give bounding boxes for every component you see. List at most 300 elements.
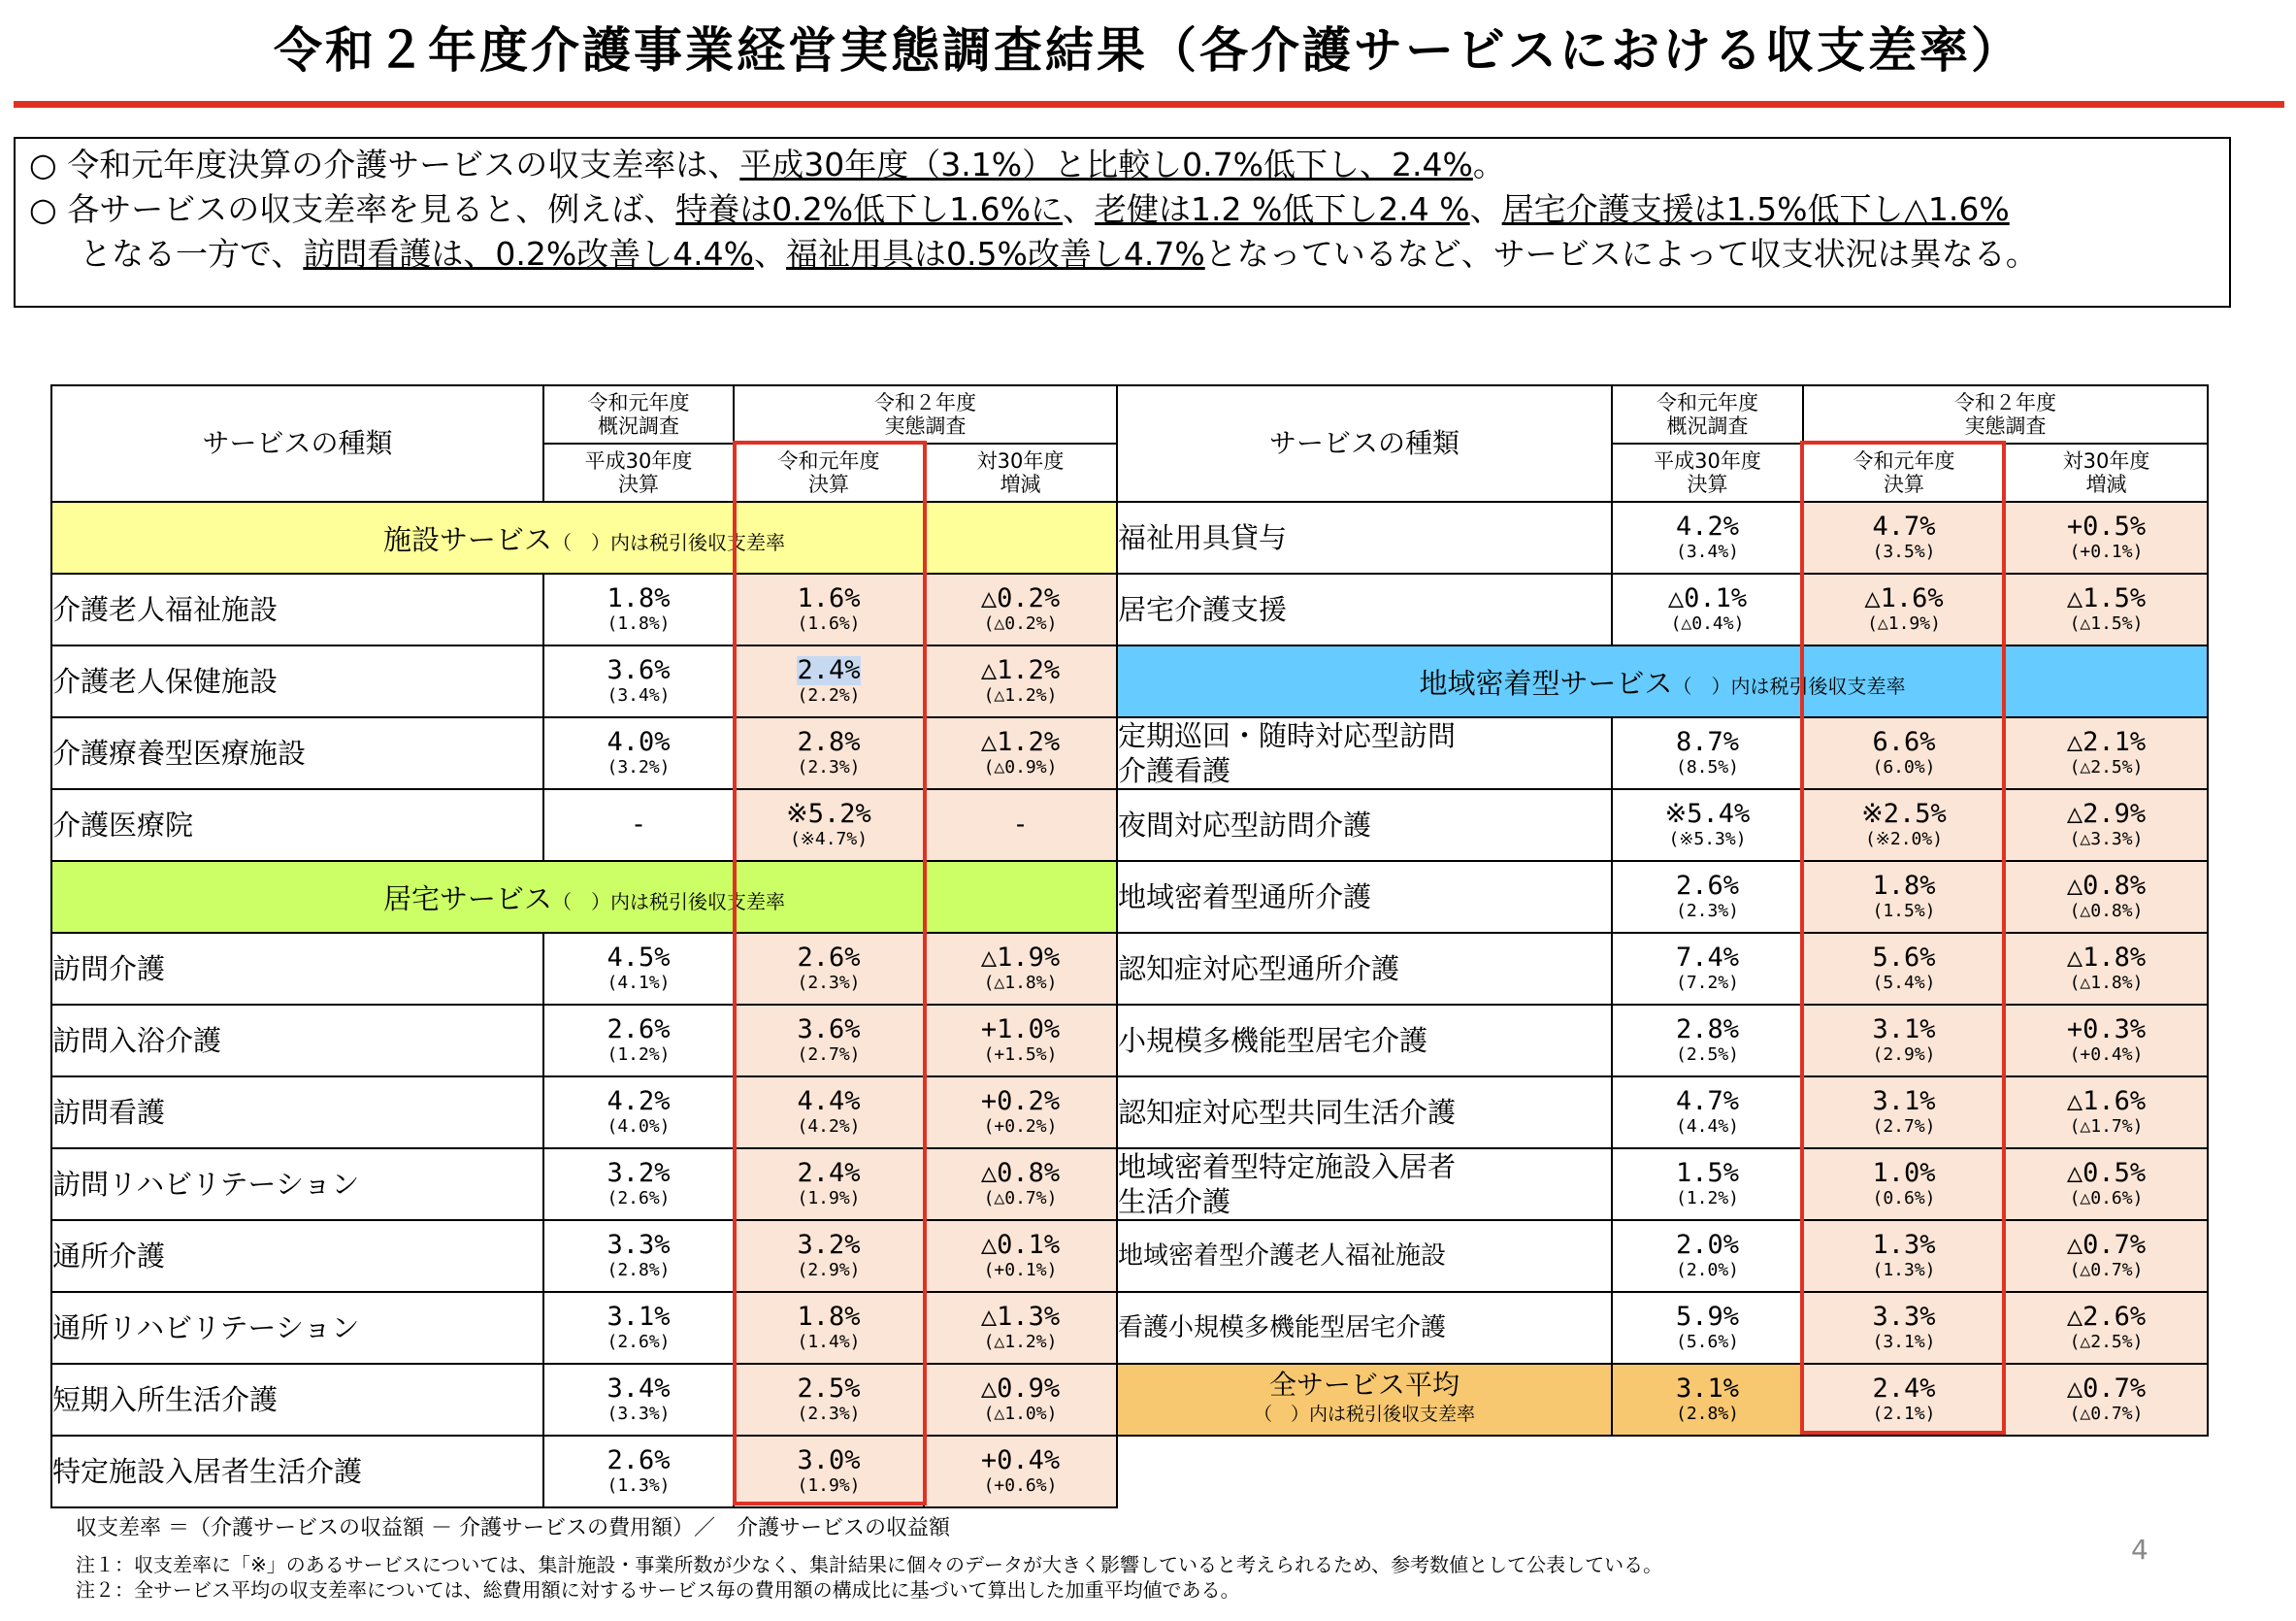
summary-text: 。 — [1472, 146, 1505, 183]
service-name: 夜間対応型訪問介護 — [1117, 789, 1612, 861]
r1-value: 1.0% — [1872, 1158, 1936, 1188]
h30-aftertax: (4.0%) — [607, 1116, 671, 1137]
r1-aftertax: (2.7%) — [797, 1044, 861, 1065]
section-note: （ ）内は税引後収支差率 — [552, 530, 785, 554]
h30-aftertax: (2.6%) — [607, 1332, 671, 1352]
h30-value: 4.2% — [607, 1086, 671, 1116]
diff-value: +0.4% — [980, 1445, 1061, 1475]
h30-cell — [1612, 717, 1803, 789]
table-row — [51, 933, 1117, 1005]
service-name: 居宅介護支援 — [1117, 574, 1612, 645]
diff-aftertax: (△3.3%) — [2069, 829, 2144, 849]
r1-aftertax: (※2.0%) — [1864, 829, 1944, 849]
h30-value: 4.0% — [607, 727, 671, 757]
footnote-2: 注２：全サービス平均の収支差率については、総費用額に対するサービス毎の費用額の構成比に基づいて算出した加重平均値である。 — [76, 1578, 1240, 1602]
summary-line-1 — [29, 143, 2229, 187]
diff-value: △0.7% — [2066, 1230, 2147, 1260]
h30-value: 5.9% — [1675, 1302, 1740, 1332]
diff-aftertax: (△1.8%) — [983, 973, 1058, 993]
summary-line-2 — [29, 187, 2229, 232]
r1-cell — [1803, 1292, 2005, 1364]
header-diff: 対30年度 増減 — [924, 444, 1117, 502]
table-row — [51, 1005, 1117, 1076]
h30-cell — [543, 645, 734, 717]
summary-text: 、 — [1469, 190, 1502, 228]
r1-cell — [1803, 1148, 2005, 1220]
footnote-1: 注１：収支差率に「※」のあるサービスについては、集計施設・事業所数が少なく、集計結果に個々のデータが大きく影響していると考えられるため、参考数値として公表している。 — [76, 1553, 1663, 1576]
r1-aftertax: (2.9%) — [797, 1260, 861, 1280]
page-title: 令和２年度介護事業経営実態調査結果（各介護サービスにおける収支差率） — [274, 22, 2022, 79]
diff-value: △1.9% — [980, 943, 1061, 973]
h30-cell — [1612, 1220, 1803, 1292]
h30-aftertax: (1.3%) — [607, 1475, 671, 1496]
h30-value: 4.7% — [1675, 1086, 1740, 1116]
diff-value: △2.6% — [2066, 1302, 2147, 1332]
h30-aftertax: (1.8%) — [607, 613, 671, 634]
diff-cell — [924, 933, 1117, 1005]
h30-value: 3.2% — [607, 1158, 671, 1188]
h30-aftertax: (7.2%) — [1675, 973, 1740, 993]
service-name: 介護医療院 — [51, 789, 543, 861]
r1-aftertax: (2.2%) — [797, 685, 861, 706]
table-row — [1117, 1005, 2208, 1076]
diff-aftertax: (+0.2%) — [983, 1116, 1058, 1137]
r1-aftertax: (3.5%) — [1872, 542, 1936, 562]
h30-cell — [543, 717, 734, 789]
diff-cell — [2005, 861, 2208, 933]
r1-value: 2.6% — [797, 943, 861, 973]
h30-value: 7.4% — [1675, 943, 1740, 973]
r1-value: 2.5% — [797, 1373, 861, 1404]
average-note: （ ）内は税引後収支差率 — [1253, 1404, 1475, 1425]
service-name: 定期巡回・随時対応型訪問 介護看護 — [1117, 717, 1612, 789]
diff-value: △1.3% — [980, 1302, 1061, 1332]
r1-value: 3.1% — [1872, 1014, 1936, 1044]
diff-value: △2.1% — [2066, 727, 2147, 757]
r1-aftertax: (1.9%) — [797, 1188, 861, 1208]
service-name: 特定施設入居者生活介護 — [51, 1436, 543, 1507]
diff-value: △0.5% — [2066, 1158, 2147, 1188]
r1-value: △1.6% — [1864, 583, 1944, 613]
r1-value: ※5.2% — [786, 799, 871, 829]
r1-cell — [734, 1436, 924, 1507]
diff-aftertax: (△1.2%) — [983, 685, 1058, 706]
table-row — [51, 1436, 1117, 1507]
service-name: 地域密着型通所介護 — [1117, 861, 1612, 933]
r1-aftertax: (0.6%) — [1872, 1188, 1936, 1208]
h30-aftertax: (4.4%) — [1675, 1116, 1740, 1137]
service-name: 地域密着型介護老人福祉施設 — [1117, 1220, 1612, 1292]
diff-aftertax: (△0.2%) — [983, 613, 1058, 634]
section-community — [1117, 645, 2208, 717]
average-name-cell — [1117, 1364, 1612, 1436]
h30-aftertax: (2.6%) — [607, 1188, 671, 1208]
h30-aftertax: (8.5%) — [1675, 757, 1740, 777]
diff-cell — [2005, 1076, 2208, 1148]
h30-value: 4.2% — [1675, 512, 1740, 542]
diff-value: +0.5% — [2066, 512, 2147, 542]
r1-aftertax: (2.3%) — [797, 757, 861, 777]
left-rate-table — [50, 384, 1118, 1508]
page-number: 4 — [2131, 1534, 2148, 1566]
h30-aftertax: (※5.3%) — [1668, 829, 1747, 849]
r1-value: 2.4% — [797, 655, 861, 685]
r1-value: 3.3% — [1872, 1302, 1936, 1332]
summary-text: となっているなど、サービスによって収支状況は異なる。 — [1204, 235, 2038, 273]
diff-aftertax: (+1.5%) — [983, 1044, 1058, 1065]
h30-value: 2.6% — [1675, 871, 1740, 901]
summary-text: 、 — [754, 235, 787, 273]
r1-value: 3.1% — [1872, 1086, 1936, 1116]
diff-value: +0.3% — [2066, 1014, 2147, 1044]
h30-aftertax: (3.3%) — [607, 1404, 671, 1424]
h30-value: 2.6% — [607, 1445, 671, 1475]
diff-cell — [2005, 1005, 2208, 1076]
diff-aftertax: (△1.8%) — [2069, 973, 2144, 993]
section-label: 居宅サービス — [382, 881, 552, 915]
h30-cell — [1612, 1148, 1803, 1220]
service-name: 訪問リハビリテーション — [51, 1148, 543, 1220]
r1-value: 6.6% — [1872, 727, 1936, 757]
r1-value: 5.6% — [1872, 943, 1936, 973]
diff-cell — [924, 1076, 1117, 1148]
h30-value: 3.1% — [607, 1302, 671, 1332]
r1-cell — [1803, 1076, 2005, 1148]
r1-aftertax: (△1.9%) — [1867, 613, 1941, 634]
diff-value: +0.2% — [980, 1086, 1061, 1116]
summary-text: ○ 各サービスの収支差率を見ると、例えば、 — [29, 190, 676, 228]
h30-value: 2.8% — [1675, 1014, 1740, 1044]
section-home — [51, 861, 1117, 933]
h30-cell — [1612, 1005, 1803, 1076]
diff-value: △1.8% — [2066, 943, 2147, 973]
table-row — [51, 789, 1117, 861]
service-name: 訪問入浴介護 — [51, 1005, 543, 1076]
r1-cell — [734, 933, 924, 1005]
summary-text: となる一方で、 — [80, 235, 304, 273]
average-r1: 2.4% (2.1%) — [1803, 1364, 2005, 1436]
h30-aftertax: (1.2%) — [607, 1044, 671, 1065]
r1-cell — [734, 1076, 924, 1148]
service-name: 看護小規模多機能型居宅介護 — [1117, 1292, 1612, 1364]
h30-cell — [1612, 574, 1803, 645]
diff-value: △0.2% — [980, 583, 1061, 613]
diff-aftertax: (△1.2%) — [983, 1332, 1058, 1352]
average-h30: 3.1% (2.8%) — [1612, 1364, 1803, 1436]
h30-cell — [543, 1364, 734, 1436]
r1-cell — [1803, 717, 2005, 789]
diff-cell — [924, 1005, 1117, 1076]
diff-cell — [924, 789, 1117, 861]
summary-emphasis: 老健は1.2 %低下し2.4 % — [1094, 190, 1470, 228]
table-row — [1117, 502, 2208, 574]
h30-cell — [1612, 502, 1803, 574]
r1-aftertax: (1.4%) — [797, 1332, 861, 1352]
r1-aftertax: (1.5%) — [1872, 901, 1936, 921]
h30-cell — [543, 1220, 734, 1292]
r1-cell — [734, 717, 924, 789]
title-underline — [14, 101, 2284, 108]
header-survey-1: 令和元年度 概況調査 — [1612, 385, 1803, 444]
table-row — [51, 1220, 1117, 1292]
diff-value: △0.8% — [980, 1158, 1061, 1188]
diff-cell — [2005, 1292, 2208, 1364]
summary-emphasis: 平成30年度（3.1%）と比較し0.7%低下し、2.4% — [739, 146, 1473, 183]
diff-value: - — [1012, 810, 1029, 840]
table-row — [1117, 1220, 2208, 1292]
table-row — [51, 645, 1117, 717]
table-row-average — [1117, 1364, 2208, 1436]
r1-aftertax: (2.9%) — [1872, 1044, 1936, 1065]
summary-text: ○ 令和元年度決算の介護サービスの収支差率は、 — [29, 146, 740, 183]
r1-cell — [734, 1364, 924, 1436]
r1-aftertax: (1.6%) — [797, 613, 861, 634]
diff-aftertax: (+0.6%) — [983, 1475, 1058, 1496]
r1-aftertax: (5.4%) — [1872, 973, 1936, 993]
service-name: 介護老人保健施設 — [51, 645, 543, 717]
diff-cell — [2005, 502, 2208, 574]
r1-value: 3.6% — [797, 1014, 861, 1044]
section-label: 施設サービス — [382, 522, 552, 556]
section-note: （ ）内は税引後収支差率 — [1672, 674, 1906, 698]
table-row — [1117, 933, 2208, 1005]
summary-text: 、 — [1062, 190, 1095, 228]
diff-aftertax: (△0.7%) — [983, 1188, 1058, 1208]
h30-aftertax: (2.3%) — [1675, 901, 1740, 921]
header-service-kind: サービスの種類 — [51, 385, 543, 502]
service-name: 福祉用具貸与 — [1117, 502, 1612, 574]
r1-value: 1.6% — [797, 583, 861, 613]
table-row — [1117, 789, 2208, 861]
diff-cell — [2005, 1220, 2208, 1292]
r1-cell — [1803, 789, 2005, 861]
service-name: 認知症対応型通所介護 — [1117, 933, 1612, 1005]
r1-cell — [1803, 1220, 2005, 1292]
service-name: 介護老人福祉施設 — [51, 574, 543, 645]
r1-value: 4.7% — [1872, 512, 1936, 542]
r1-aftertax: (1.9%) — [797, 1475, 861, 1496]
header-h30: 平成30年度 決算 — [1612, 444, 1803, 502]
diff-cell — [924, 1364, 1117, 1436]
formula-note: 収支差率 ＝（介護サービスの収益額 － 介護サービスの費用額）／ 介護サービスの収益額 — [76, 1516, 950, 1540]
h30-value: △0.1% — [1667, 583, 1748, 613]
h30-value: - — [630, 810, 647, 840]
table-row — [1117, 1076, 2208, 1148]
service-name: 介護療養型医療施設 — [51, 717, 543, 789]
r1-cell — [734, 1148, 924, 1220]
diff-value: △1.2% — [980, 727, 1061, 757]
section-facility — [51, 502, 1117, 574]
diff-cell — [2005, 1148, 2208, 1220]
diff-cell — [924, 1292, 1117, 1364]
diff-cell — [924, 1220, 1117, 1292]
r1-cell — [1803, 861, 2005, 933]
average-name: 全サービス平均 — [1268, 1369, 1460, 1401]
h30-value: 1.8% — [607, 583, 671, 613]
h30-value: 3.6% — [607, 655, 671, 685]
diff-cell — [2005, 789, 2208, 861]
h30-cell — [543, 574, 734, 645]
r1-cell — [1803, 574, 2005, 645]
diff-aftertax: (△0.8%) — [2069, 901, 2144, 921]
h30-aftertax: (3.2%) — [607, 757, 671, 777]
h30-aftertax: (2.5%) — [1675, 1044, 1740, 1065]
h30-value: 1.5% — [1675, 1158, 1740, 1188]
summary-box — [14, 137, 2231, 308]
summary-emphasis: 福祉用具は0.5%改善し4.7% — [786, 235, 1205, 273]
r1-aftertax: (3.1%) — [1872, 1332, 1936, 1352]
diff-value: +1.0% — [980, 1014, 1061, 1044]
h30-value: 2.0% — [1675, 1230, 1740, 1260]
h30-value: 2.6% — [607, 1014, 671, 1044]
header-survey-1: 令和元年度 概況調査 — [543, 385, 734, 444]
h30-aftertax: (1.2%) — [1675, 1188, 1740, 1208]
h30-aftertax: (5.6%) — [1675, 1332, 1740, 1352]
table-row — [51, 1148, 1117, 1220]
header-diff: 対30年度 増減 — [2005, 444, 2208, 502]
h30-value: 3.4% — [607, 1373, 671, 1404]
r1-aftertax: (2.3%) — [797, 973, 861, 993]
diff-cell — [924, 717, 1117, 789]
service-name: 小規模多機能型居宅介護 — [1117, 1005, 1612, 1076]
h30-value: ※5.4% — [1664, 799, 1751, 829]
diff-cell — [2005, 574, 2208, 645]
service-name: 通所介護 — [51, 1220, 543, 1292]
service-name: 訪問看護 — [51, 1076, 543, 1148]
diff-aftertax: (△2.5%) — [2069, 1332, 2144, 1352]
table-row — [1117, 717, 2208, 789]
h30-aftertax: (2.8%) — [607, 1260, 671, 1280]
service-name: 訪問介護 — [51, 933, 543, 1005]
h30-cell — [543, 1076, 734, 1148]
r1-value: 1.3% — [1872, 1230, 1936, 1260]
header-r1: 令和元年度 決算 — [1803, 444, 2005, 502]
h30-aftertax: (3.4%) — [1675, 542, 1740, 562]
diff-value: △1.5% — [2066, 583, 2147, 613]
table-row — [51, 1364, 1117, 1436]
r1-cell — [734, 789, 924, 861]
r1-cell — [1803, 1005, 2005, 1076]
r1-aftertax: (1.3%) — [1872, 1260, 1936, 1280]
table-row — [1117, 1292, 2208, 1364]
r1-cell — [734, 1220, 924, 1292]
r1-cell — [734, 574, 924, 645]
r1-aftertax: (※4.7%) — [789, 829, 869, 849]
h30-cell — [543, 789, 734, 861]
r1-value: 2.8% — [797, 727, 861, 757]
diff-aftertax: (△0.6%) — [2069, 1188, 2144, 1208]
diff-value: △0.1% — [980, 1230, 1061, 1260]
table-row — [51, 1292, 1117, 1364]
diff-value: △2.9% — [2066, 799, 2147, 829]
diff-cell — [2005, 717, 2208, 789]
diff-aftertax: (+0.1%) — [983, 1260, 1058, 1280]
header-service-kind: サービスの種類 — [1117, 385, 1612, 502]
diff-aftertax: (△2.5%) — [2069, 757, 2144, 777]
r1-aftertax: (6.0%) — [1872, 757, 1936, 777]
h30-value: 8.7% — [1675, 727, 1740, 757]
table-row — [1117, 861, 2208, 933]
h30-cell — [1612, 861, 1803, 933]
h30-cell — [1612, 933, 1803, 1005]
summary-emphasis: 居宅介護支援は1.5%低下し△1.6% — [1501, 190, 2010, 228]
diff-aftertax: (+0.4%) — [2069, 1044, 2144, 1065]
r1-cell — [734, 1005, 924, 1076]
r1-value: ※2.5% — [1861, 799, 1947, 829]
h30-cell — [543, 1005, 734, 1076]
h30-aftertax: (2.0%) — [1675, 1260, 1740, 1280]
r1-cell — [1803, 502, 2005, 574]
h30-cell — [543, 933, 734, 1005]
summary-line-3 — [29, 232, 2229, 277]
diff-cell — [924, 1148, 1117, 1220]
r1-cell — [1803, 933, 2005, 1005]
table-row — [51, 717, 1117, 789]
diff-value: △1.6% — [2066, 1086, 2147, 1116]
average-diff: △0.7% (△0.7%) — [2005, 1364, 2208, 1436]
h30-aftertax: (△0.4%) — [1670, 613, 1745, 634]
table-row — [1117, 1148, 2208, 1220]
summary-emphasis: 訪問看護は、0.2%改善し4.4% — [303, 235, 755, 273]
r1-aftertax: (2.7%) — [1872, 1116, 1936, 1137]
service-name: 短期入所生活介護 — [51, 1364, 543, 1436]
diff-cell — [2005, 933, 2208, 1005]
h30-aftertax: (4.1%) — [607, 973, 671, 993]
diff-cell — [924, 574, 1117, 645]
table-row — [51, 1076, 1117, 1148]
diff-aftertax: (△0.7%) — [2069, 1260, 2144, 1280]
h30-cell — [1612, 1292, 1803, 1364]
diff-value: △0.8% — [2066, 871, 2147, 901]
r1-value: 1.8% — [797, 1302, 861, 1332]
diff-aftertax: (△1.0%) — [983, 1404, 1058, 1424]
diff-aftertax: (△1.7%) — [2069, 1116, 2144, 1137]
table-row — [51, 574, 1117, 645]
h30-cell — [543, 1148, 734, 1220]
diff-aftertax: (△0.9%) — [983, 757, 1058, 777]
summary-emphasis: 特養は0.2%低下し1.6%に — [675, 190, 1063, 228]
diff-aftertax: (+0.1%) — [2069, 542, 2144, 562]
service-name: 認知症対応型共同生活介護 — [1117, 1076, 1612, 1148]
section-label: 地域密着型サービス — [1419, 666, 1673, 700]
service-name: 通所リハビリテーション — [51, 1292, 543, 1364]
h30-aftertax: (3.4%) — [607, 685, 671, 706]
section-note: （ ）内は税引後収支差率 — [552, 889, 785, 913]
r1-value: 4.4% — [797, 1086, 861, 1116]
r1-value: 1.8% — [1872, 871, 1936, 901]
diff-value: △1.2% — [980, 655, 1061, 685]
diff-value: △0.9% — [980, 1373, 1061, 1404]
table-row — [1117, 574, 2208, 645]
r1-aftertax: (4.2%) — [797, 1116, 861, 1137]
diff-aftertax: (△1.5%) — [2069, 613, 2144, 634]
header-survey-2: 令和２年度 実態調査 — [1803, 385, 2208, 444]
r1-cell — [734, 645, 924, 717]
h30-value: 3.3% — [607, 1230, 671, 1260]
header-survey-2: 令和２年度 実態調査 — [734, 385, 1117, 444]
h30-cell — [1612, 789, 1803, 861]
service-name: 地域密着型特定施設入居者 生活介護 — [1117, 1148, 1612, 1220]
h30-cell — [543, 1436, 734, 1507]
diff-cell — [924, 1436, 1117, 1507]
right-rate-table — [1116, 384, 2209, 1437]
r1-value: 3.2% — [797, 1230, 861, 1260]
r1-value: 3.0% — [797, 1445, 861, 1475]
h30-cell — [543, 1292, 734, 1364]
diff-cell — [924, 645, 1117, 717]
r1-value: 2.4% — [797, 1158, 861, 1188]
h30-value: 4.5% — [607, 943, 671, 973]
